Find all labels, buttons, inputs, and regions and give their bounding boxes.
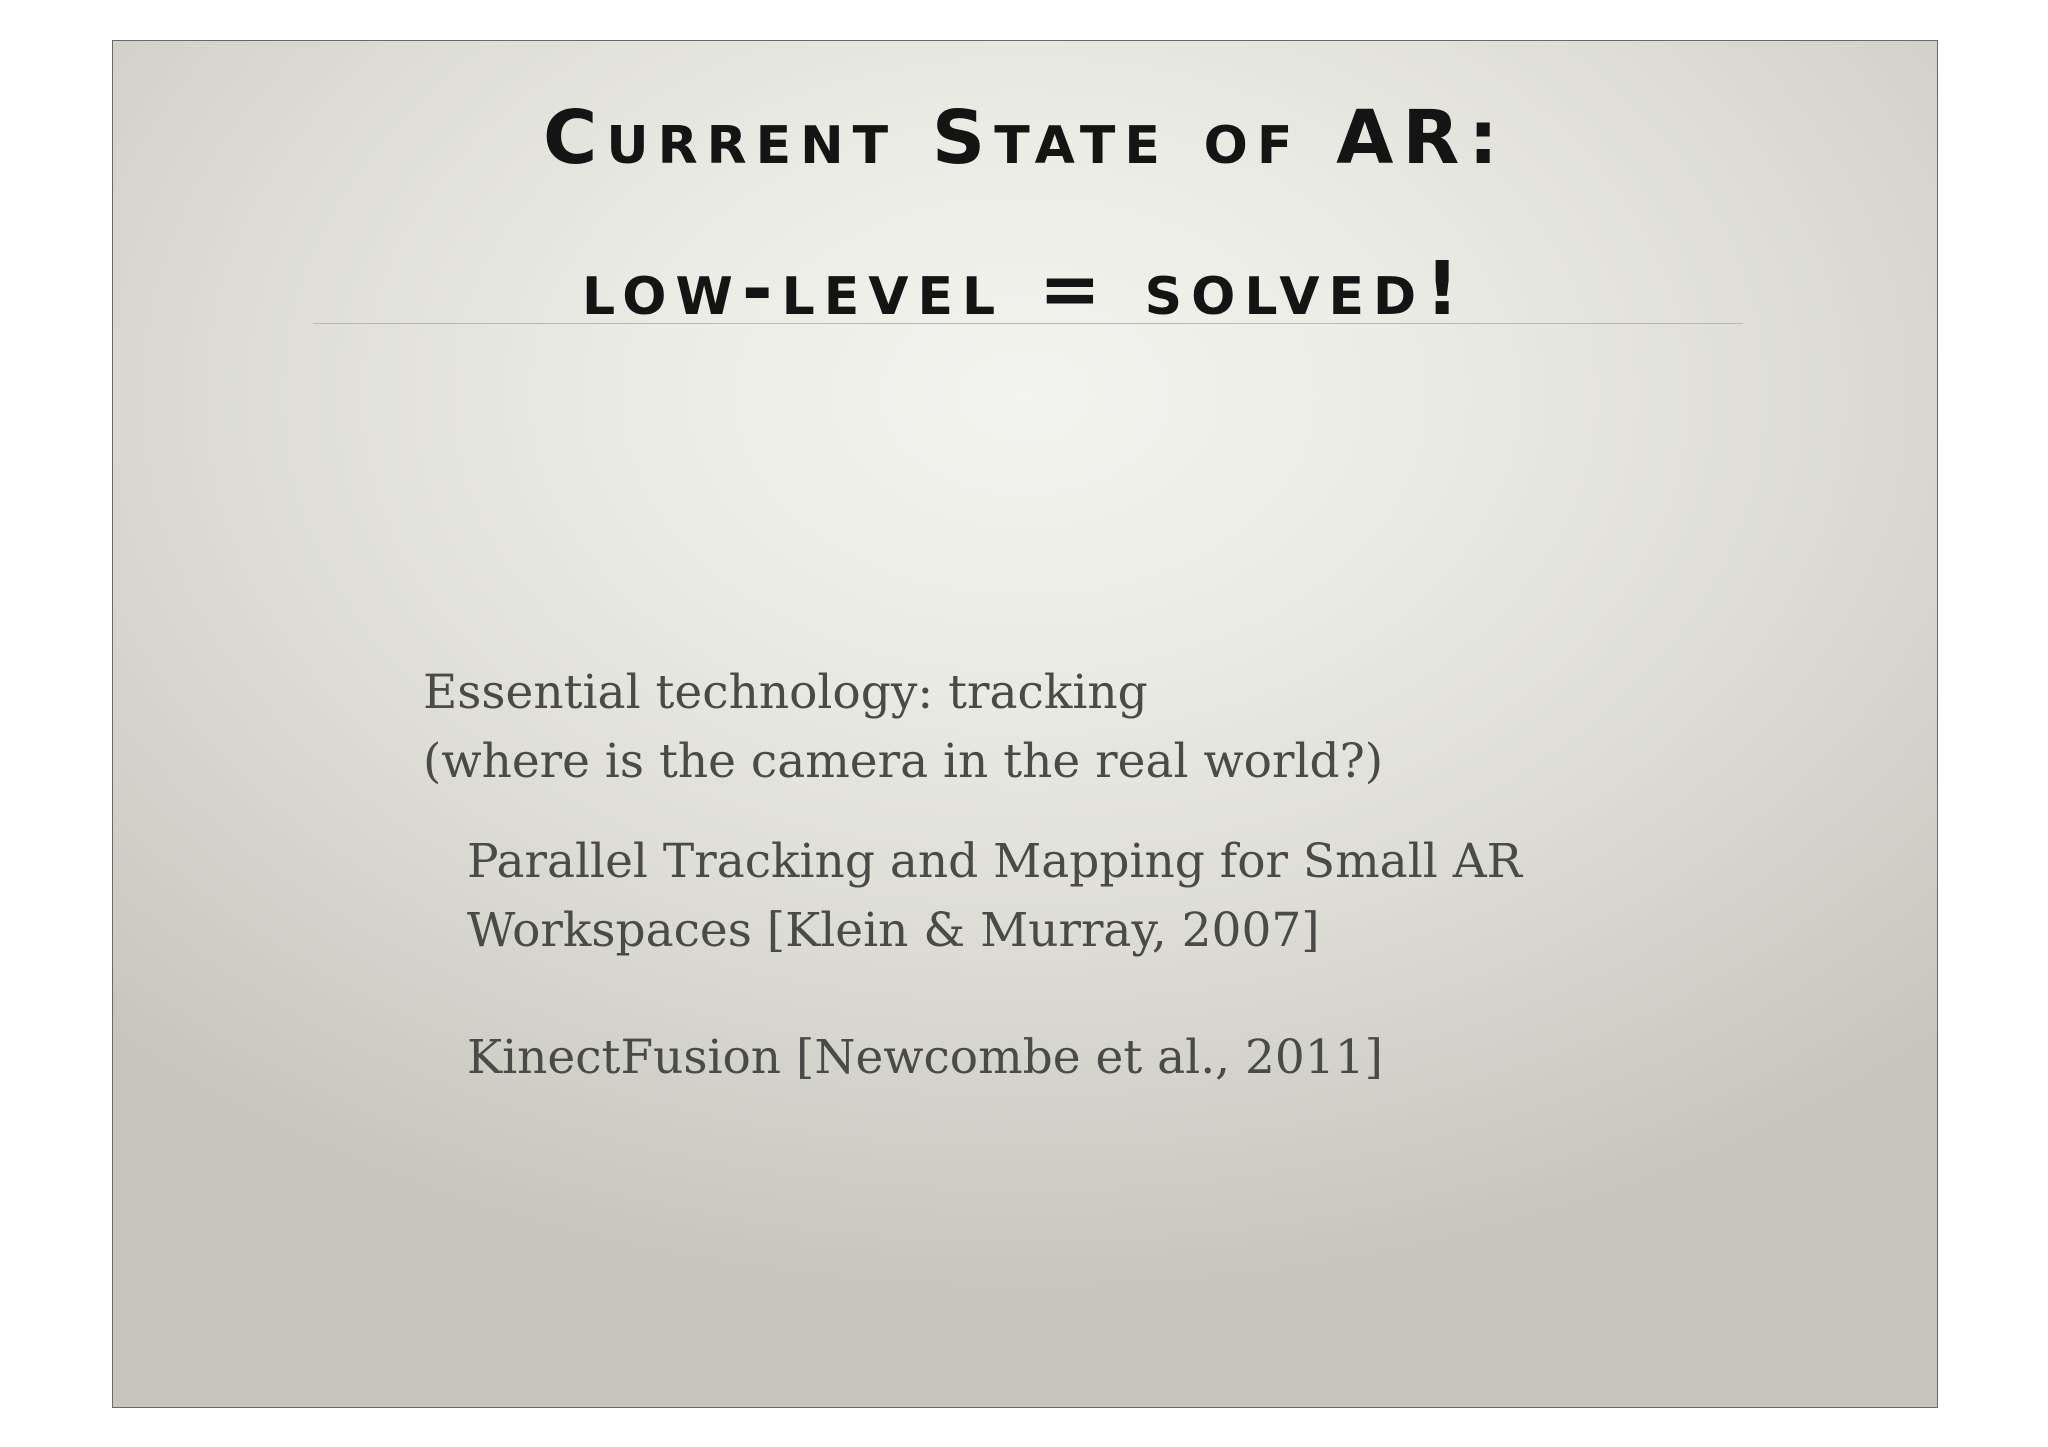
bullet-line: (where is the camera in the real world?): [423, 734, 1384, 789]
sub-bullet-line: Workspaces [Klein & Murray, 2007]: [467, 903, 1320, 958]
sub-bullet-line: KinectFusion [Newcombe et al., 2011]: [467, 1030, 1383, 1085]
slide: [112, 40, 1938, 1408]
sub-bullet-ptam: [467, 827, 1522, 965]
title-line-1: Current State of AR:: [543, 95, 1507, 181]
sub-bullet-line: Parallel Tracking and Mapping for Small AR: [467, 834, 1523, 889]
title-divider: [313, 323, 1743, 324]
title-line-2: low-level = solved!: [582, 246, 1468, 332]
bullet-line: Essential technology: tracking: [423, 665, 1148, 720]
bullet-essential-technology: [423, 658, 1383, 796]
slide-title: [113, 96, 1937, 331]
sub-bullet-kinectfusion: [467, 1023, 1383, 1092]
